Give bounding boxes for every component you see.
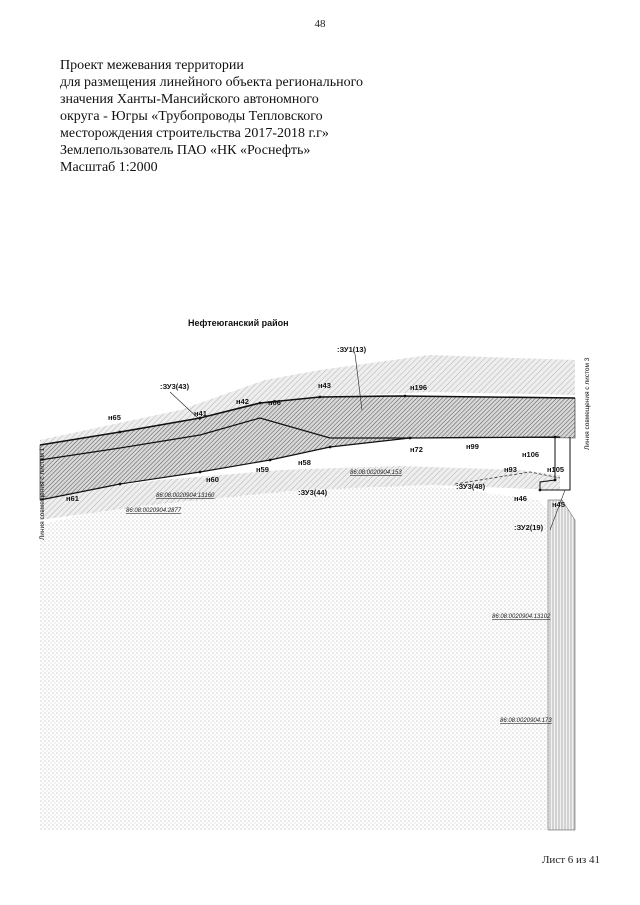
- parcel-zu3-43-label: :ЗУ3(43): [160, 382, 190, 391]
- cadastral-label: 86:08:0020904:13160: [156, 493, 215, 499]
- point-label: н43: [318, 381, 331, 390]
- point-label: н72: [410, 445, 423, 454]
- point-label: н65: [108, 413, 121, 422]
- header-line: для размещения линейного объекта регионального: [60, 75, 364, 90]
- point-label: н46: [514, 494, 527, 503]
- district-label: Нефтеюганский район: [188, 318, 289, 328]
- cadastral-label: 86:08:0020904:13102: [492, 614, 551, 620]
- point-label: н60: [206, 475, 219, 484]
- point-label: н105: [547, 465, 565, 474]
- cadastral-label: 86:08:0020904:173: [500, 718, 552, 724]
- parcel-zu3-44-label: :ЗУ3(44): [298, 488, 328, 497]
- header-line: значения Ханты-Мансийского автономного: [60, 92, 319, 107]
- point-label: н66: [268, 398, 281, 407]
- sheet-number: Лист 6 из 41: [541, 854, 600, 866]
- left-alignment-label: Линия совмещения с листом 1: [39, 447, 46, 540]
- point-label: н106: [522, 450, 540, 459]
- point-label: н41: [194, 409, 207, 418]
- point-label: н45: [552, 500, 565, 509]
- header-line: Землепользователь ПАО «НК «Роснефть»: [60, 143, 311, 158]
- point-label: н61: [66, 494, 79, 503]
- vertical-strip: [548, 500, 575, 830]
- scale-label: Масштаб 1:2000: [60, 160, 158, 175]
- point-label: н58: [298, 458, 311, 467]
- page-number: 48: [314, 18, 326, 30]
- parcel-zu3-48-label: :ЗУ3(48): [456, 482, 486, 491]
- point-label: н196: [410, 383, 428, 392]
- right-alignment-label: Линия совмещения с листом 3: [584, 357, 591, 450]
- parcel-zu1-label: :ЗУ1(13): [337, 345, 367, 354]
- point-label: н99: [466, 442, 479, 451]
- point-label: н59: [256, 465, 269, 474]
- cadastral-label: 86:08:0020904:153: [350, 470, 402, 476]
- point-label: н42: [236, 397, 249, 406]
- cadastral-label: 86:08:0020904:2877: [126, 508, 182, 514]
- header-line: Проект межевания территории: [60, 58, 244, 73]
- dotted-territory: [40, 484, 555, 830]
- header-line: месторождения строительства 2017-2018 г.г»: [60, 126, 329, 141]
- header-line: округа - Югры «Трубопроводы Тепловского: [60, 109, 323, 124]
- parcel-zu2-label: :ЗУ2(19): [514, 523, 544, 532]
- point-label: н93: [504, 465, 517, 474]
